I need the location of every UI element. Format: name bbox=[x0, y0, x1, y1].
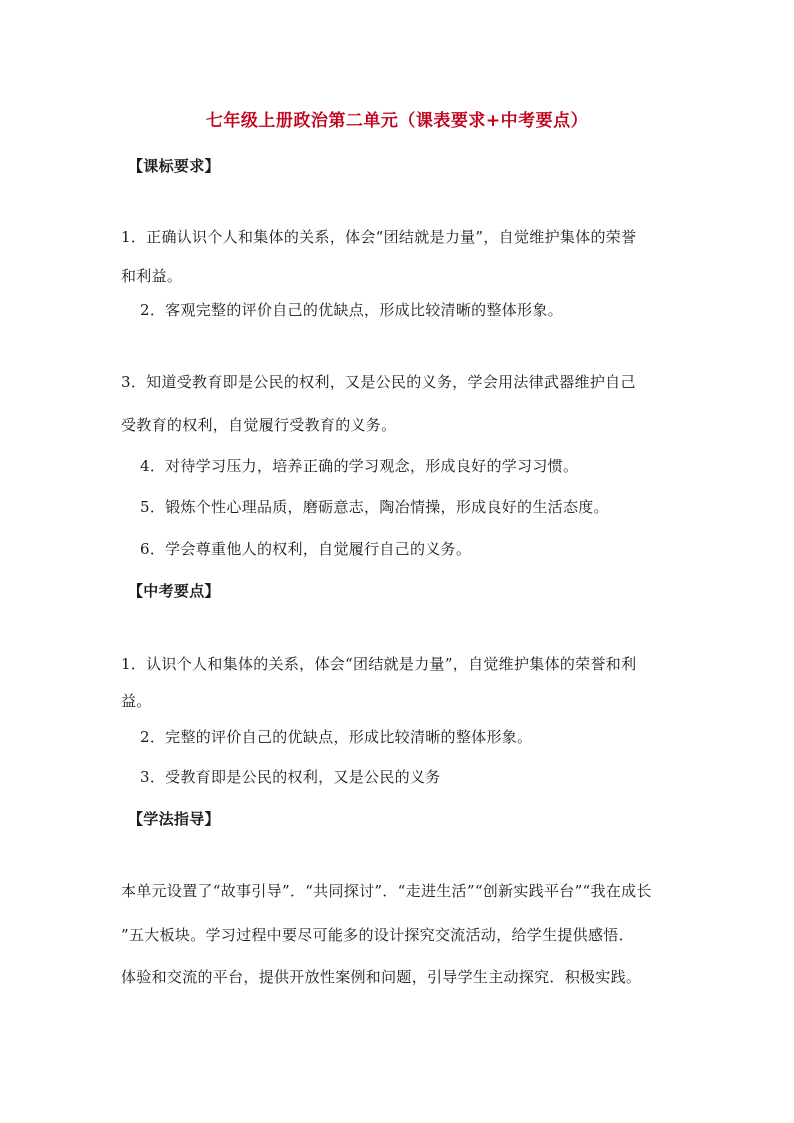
study-guide-line-3: 体验和交流的平台，提供开放性案例和问题，引导学生主动探究．积极实践。 bbox=[121, 968, 642, 986]
curriculum-item-3-line-2: 受教育的权利，自觉履行受教育的义务。 bbox=[121, 416, 397, 434]
exam-item-2: 2．完整的评价自己的优缺点，形成比较清晰的整体形象。 bbox=[140, 728, 533, 746]
exam-item-3: 3．受教育即是公民的权利，又是公民的义务 bbox=[140, 768, 441, 786]
exam-item-1-line-1: 1．认识个人和集体的关系，体会“团结就是力量”，自觉维护集体的荣誉和利 bbox=[121, 655, 637, 673]
curriculum-item-3-line-1: 3．知道受教育即是公民的权利，又是公民的义务，学会用法律武器维护自己 bbox=[121, 373, 636, 391]
curriculum-item-5: 5．锻炼个性心理品质，磨砺意志，陶冶情操，形成良好的生活态度。 bbox=[140, 498, 609, 516]
section-heading-exam-points: 【中考要点】 bbox=[128, 582, 220, 600]
section-heading-study-guide: 【学法指导】 bbox=[128, 810, 220, 828]
exam-item-1-line-2: 益。 bbox=[121, 692, 152, 710]
document-title: 七年级上册政治第二单元（课表要求+中考要点） bbox=[205, 111, 589, 131]
curriculum-item-4: 4．对待学习压力，培养正确的学习观念，形成良好的学习习惯。 bbox=[140, 457, 579, 475]
curriculum-item-1-line-1: 1．正确认识个人和集体的关系，体会“团结就是力量”，自觉维护集体的荣誉 bbox=[121, 228, 637, 246]
study-guide-line-1: 本单元设置了“故事引导”．“共同探讨”．“走进生活”“创新实践平台”“我在成长 bbox=[121, 882, 652, 900]
curriculum-item-6: 6．学会尊重他人的权利，自觉履行自己的义务。 bbox=[140, 540, 472, 558]
curriculum-item-2: 2．客观完整的评价自己的优缺点，形成比较清晰的整体形象。 bbox=[140, 301, 563, 319]
curriculum-item-1-line-2: 和利益。 bbox=[121, 267, 183, 285]
section-heading-curriculum: 【课标要求】 bbox=[128, 157, 220, 175]
study-guide-line-2: ”五大板块。学习过程中要尽可能多的设计探究交流活动，给学生提供感悟． bbox=[121, 926, 634, 944]
